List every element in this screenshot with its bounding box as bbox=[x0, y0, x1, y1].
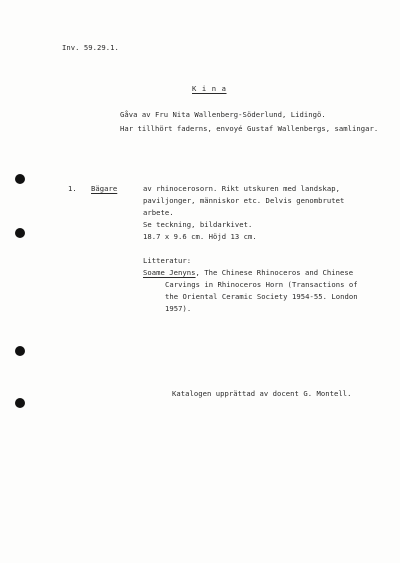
item-term: Bägare bbox=[91, 184, 118, 193]
page-heading: K i n a bbox=[192, 84, 227, 93]
literature-ref-line-1 bbox=[143, 268, 353, 277]
punch-hole-1 bbox=[15, 174, 25, 184]
cataloguer-note: Katalogen upprättad av docent G. Montell. bbox=[172, 389, 352, 398]
gift-line: Gåva av Fru Nita Wallenberg-Söderlund, Lidingö. bbox=[120, 110, 326, 119]
literature-author: Soame Jenyns bbox=[143, 268, 196, 277]
literature-ref-line-4: 1957). bbox=[165, 304, 192, 313]
item-number: 1. bbox=[68, 184, 77, 193]
item-description-line-3: arbete. bbox=[143, 208, 174, 217]
punch-hole-3 bbox=[15, 346, 25, 356]
punch-hole-4 bbox=[15, 398, 25, 408]
literature-ref-line-2: Carvings in Rhinoceros Horn (Transactions of bbox=[165, 280, 358, 289]
item-description-line-1: av rhinocerosorn. Rikt utskuren med landskap, bbox=[143, 184, 340, 193]
punch-hole-2 bbox=[15, 228, 25, 238]
literature-ref-line-3: the Oriental Ceramic Society 1954-55. London bbox=[165, 292, 358, 301]
provenance-line: Har tillhört faderns, envoyé Gustaf Wallenbergs, samlingar. bbox=[120, 124, 379, 133]
inventory-number: Inv. 59.29.1. bbox=[62, 43, 119, 52]
literature-label: Litteratur: bbox=[143, 256, 192, 265]
drawing-note: Se teckning, bildarkivet. bbox=[143, 220, 253, 229]
literature-title: , The Chinese Rhinoceros and Chinese bbox=[195, 268, 354, 277]
item-description-line-2: paviljonger, människor etc. Delvis genombrutet bbox=[143, 196, 345, 205]
item-dimensions: 18.7 x 9.6 cm. Höjd 13 cm. bbox=[143, 232, 257, 241]
